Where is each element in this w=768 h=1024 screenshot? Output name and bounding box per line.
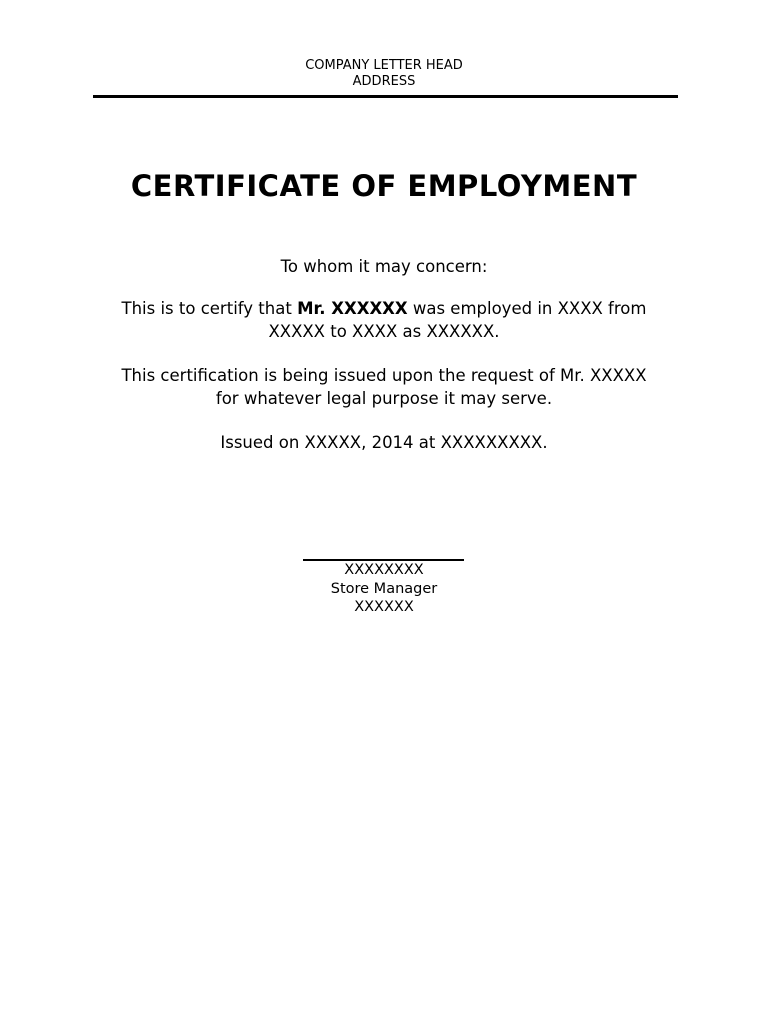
purpose-line-2: for whatever legal purpose it may serve. [215,389,553,408]
company-address: ADDRESS [352,74,416,89]
certification-prefix: This is to certify that [121,299,298,318]
issued-paragraph [90,431,678,454]
purpose-line-1: This certification is being issued upon the request of Mr. XXXXX [121,366,647,385]
document-title: CERTIFICATE OF EMPLOYMENT [130,169,638,203]
certification-line-1 [90,297,678,320]
certification-line-2: XXXXX to XXXX as XXXXXX. [268,322,500,341]
salutation [90,255,678,278]
signature-block [0,561,768,617]
letterhead-divider [93,95,678,98]
employee-name: Mr. XXXXXX [297,299,408,318]
signatory-name: XXXXXXXX [344,562,424,578]
certification-paragraph [90,297,678,343]
certification-line-1-suffix: was employed in XXXX from [407,299,647,318]
salutation-text: To whom it may concern: [280,257,488,276]
signatory-organization: XXXXXX [354,599,414,615]
purpose-paragraph [90,364,678,410]
company-letterhead: COMPANY LETTER HEAD [305,58,463,73]
issued-text: Issued on XXXXX, 2014 at XXXXXXXXX. [220,433,548,452]
letterhead [0,58,768,90]
signatory-position: Store Manager [330,580,438,597]
